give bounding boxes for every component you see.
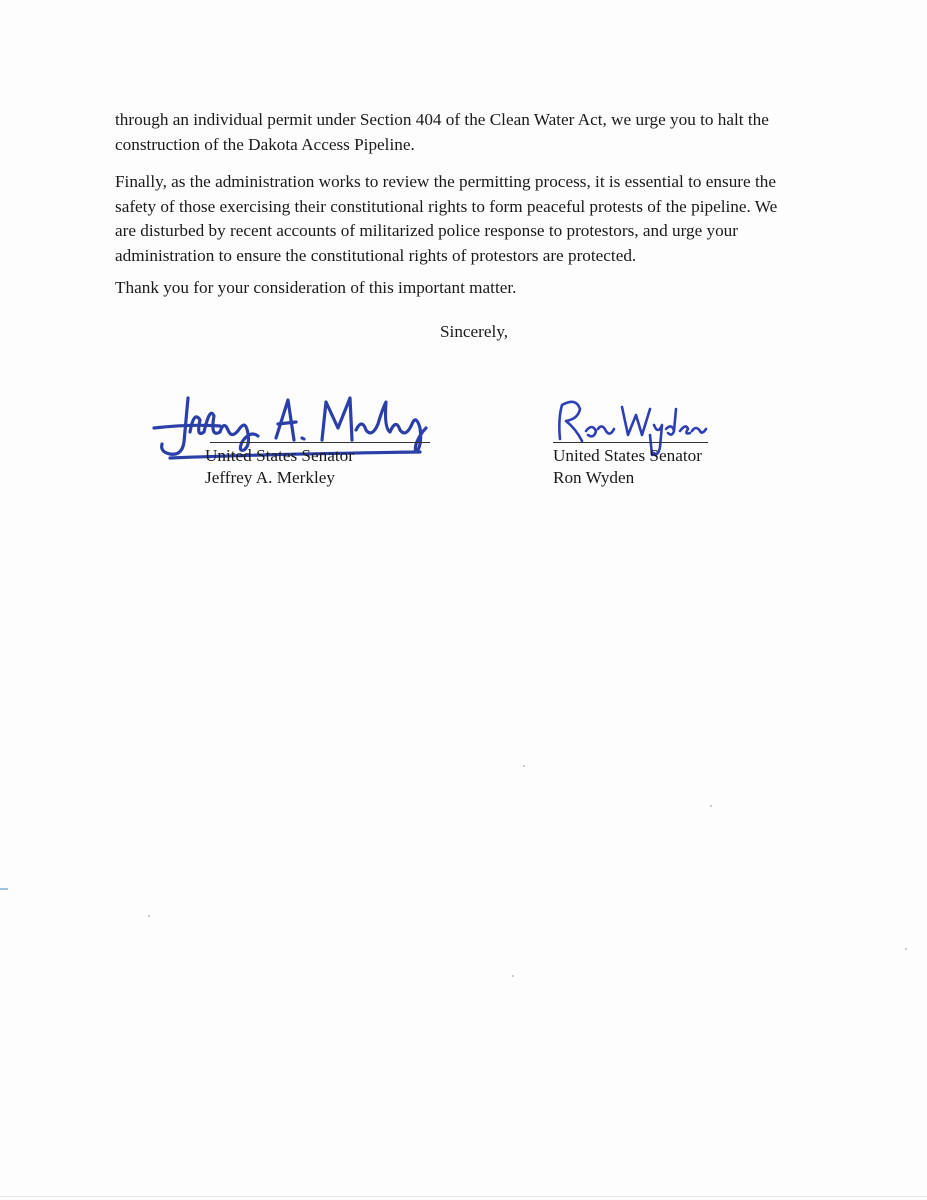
scan-speck: [905, 948, 907, 950]
scan-edge-mark: [0, 1196, 927, 1197]
body-paragraph-3: [115, 276, 835, 301]
scan-speck: [512, 975, 514, 977]
signature-line: [553, 442, 708, 443]
scan-speck: [148, 915, 150, 917]
signer-name: Ron Wyden: [553, 468, 635, 487]
signature-block-merkley: [150, 380, 440, 490]
signer-name: Jeffrey A. Merkley: [205, 468, 335, 487]
paragraph-line: administration to ensure the constitutional rights of protestors are protected.: [115, 245, 637, 265]
paragraph-line: through an individual permit under Section 404 of the Clean Water Act, we urge you to halt the: [115, 110, 769, 129]
signature-line: [210, 442, 430, 443]
body-paragraph-1: [115, 108, 835, 157]
closing-salutation: Sincerely,: [440, 322, 509, 341]
paragraph-line: Finally, as the administration works to review the permitting process, it is essential to ensure the: [115, 172, 776, 191]
paragraph-line: safety of those exercising their constitutional rights to form peaceful protests of the pipeline. We: [115, 196, 778, 216]
paragraph-line: Thank you for your consideration of this important matter.: [115, 278, 517, 297]
scan-speck: [710, 805, 712, 807]
signer-title: United States Senator: [553, 446, 702, 465]
signature-block-wyden: [550, 395, 730, 490]
body-paragraph-2: [115, 170, 835, 268]
scan-speck: [523, 765, 525, 767]
signer-title: United States Senator: [205, 446, 354, 465]
scan-edge-mark: [0, 888, 8, 890]
paragraph-line: construction of the Dakota Access Pipeline.: [115, 134, 415, 154]
paragraph-line: are disturbed by recent accounts of militarized police response to protestors, and urge your: [115, 221, 739, 240]
